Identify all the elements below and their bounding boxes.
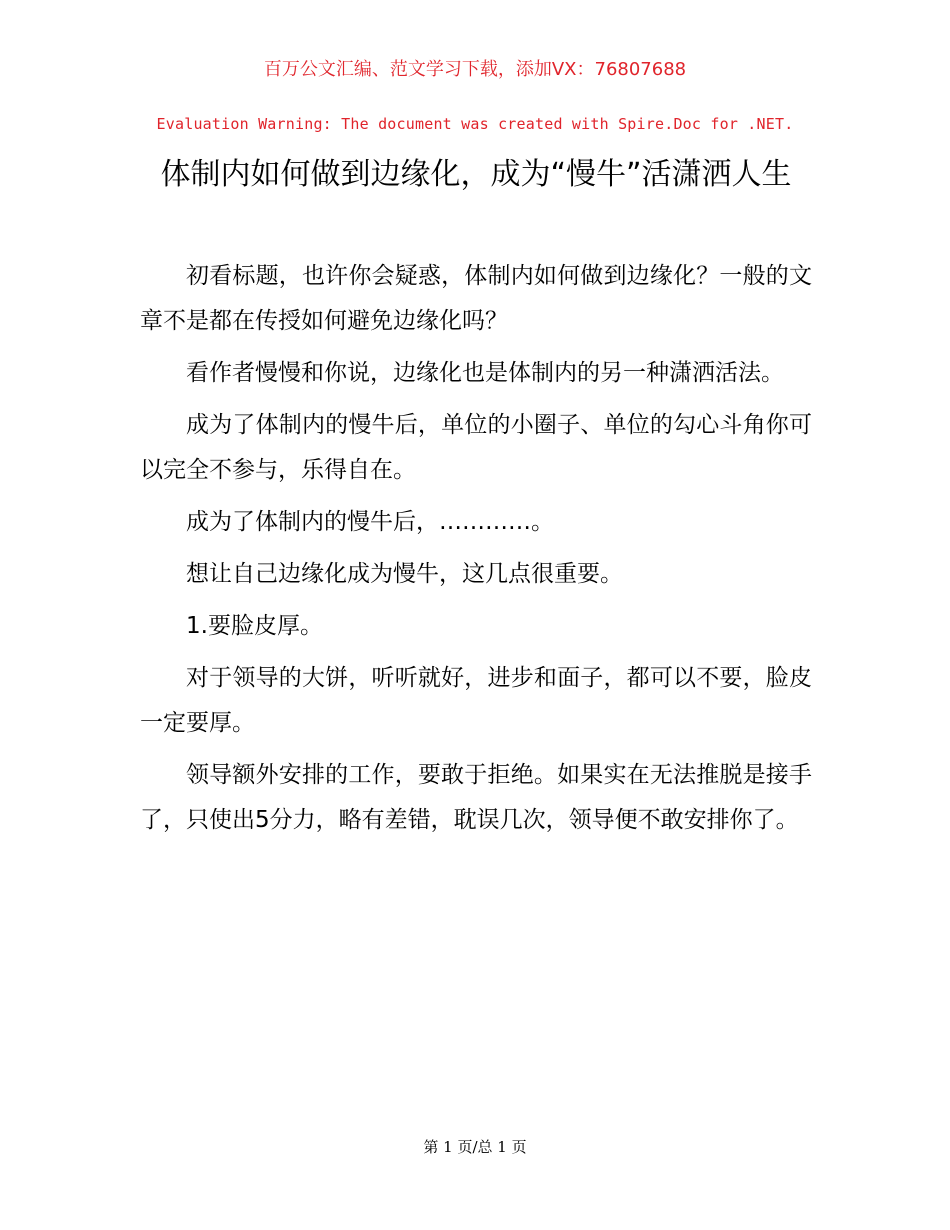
list-heading: 1.要脸皮厚。	[186, 613, 323, 639]
document-body	[140, 254, 812, 850]
header-ad-text: 百万公文汇编、范文学习下载，添加VX：76807688	[263, 59, 687, 80]
paragraph: 初看标题，也许你会疑惑，体制内如何做到边缘化？一般的文章不是都在传授如何避免边缘化吗？	[140, 263, 812, 334]
evaluation-warning: Evaluation Warning: The document was created with Spire.Doc for .NET.	[156, 115, 794, 133]
document-title: 体制内如何做到边缘化，成为“慢牛”活潇洒人生	[160, 157, 792, 192]
paragraph: 领导额外安排的工作，要敢于拒绝。如果实在无法推脱是接手了，只使出5分力，略有差错，耽误几次，领导便不敢安排你了。	[140, 762, 812, 833]
paragraph: 对于领导的大饼，听听就好，进步和面子，都可以不要，脸皮一定要厚。	[140, 665, 812, 736]
page-number-footer: 第 1 页/总 1 页	[423, 1138, 527, 1156]
paragraph: 看作者慢慢和你说，边缘化也是体制内的另一种潇洒活法。	[186, 360, 784, 386]
paragraph: 想让自己边缘化成为慢牛，这几点很重要。	[186, 561, 623, 587]
paragraph: 成为了体制内的慢牛后，单位的小圈子、单位的勾心斗角你可以完全不参与，乐得自在。	[140, 412, 812, 483]
paragraph: 成为了体制内的慢牛后，…………。	[186, 509, 554, 535]
